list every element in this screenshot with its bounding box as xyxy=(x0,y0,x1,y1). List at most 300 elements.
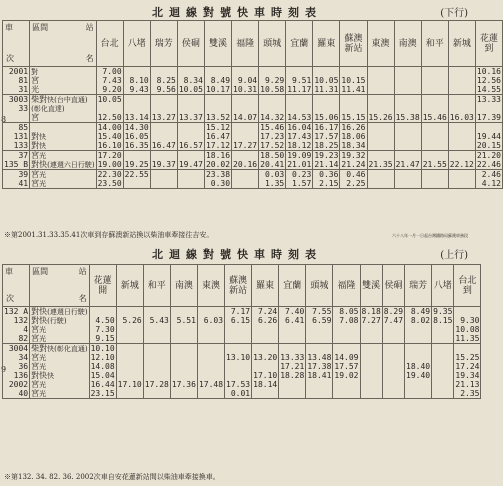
time-value: 16.03 xyxy=(449,113,474,122)
time-value: 10.17 xyxy=(205,85,231,94)
time-cell xyxy=(279,344,306,399)
down-title: 北迴線對號快車時刻表 xyxy=(152,6,322,19)
time-value: 17.24 xyxy=(455,362,480,371)
station-header: 瑞芳 xyxy=(405,265,432,307)
time-cell xyxy=(394,170,421,189)
time-value xyxy=(433,334,452,343)
time-cell xyxy=(313,123,340,151)
time-value: 8.18 xyxy=(361,307,381,316)
time-value: 17.23 xyxy=(260,132,285,141)
time-value xyxy=(396,85,420,94)
time-value: 11.17 xyxy=(287,85,312,94)
time-value: 16.44 xyxy=(90,380,115,389)
time-value: 18.14 xyxy=(253,380,278,389)
time-value: 16.05 xyxy=(124,132,149,141)
time-cell xyxy=(394,123,421,151)
train-type-cell xyxy=(30,344,89,399)
train-type: 對 xyxy=(31,132,40,141)
time-value xyxy=(287,104,311,113)
time-cell xyxy=(340,123,367,151)
time-cell xyxy=(340,151,367,170)
time-cell xyxy=(123,67,150,95)
time-value: 18.41 xyxy=(307,371,332,380)
time-cell xyxy=(116,344,143,399)
time-value: 5.43 xyxy=(149,316,169,325)
time-value: 19.00 xyxy=(97,160,122,169)
time-cell xyxy=(475,95,502,123)
time-value: 6.41 xyxy=(285,316,305,325)
time-cell xyxy=(177,123,204,151)
time-value: 17.57 xyxy=(314,132,339,141)
time-value: 13.14 xyxy=(124,113,149,122)
time-cell xyxy=(394,151,421,170)
time-cell xyxy=(170,307,197,344)
time-value xyxy=(118,353,142,362)
time-value xyxy=(406,380,430,389)
time-value xyxy=(226,371,250,380)
time-value xyxy=(206,67,230,76)
table-row xyxy=(3,95,503,123)
time-cell xyxy=(448,170,475,189)
time-value xyxy=(280,380,304,389)
train-number-cell xyxy=(3,95,30,123)
time-value: 19.23 xyxy=(314,151,339,160)
time-value: 6.26 xyxy=(257,316,278,325)
station-header: 福隆 xyxy=(333,265,360,307)
time-cell xyxy=(150,67,177,95)
train-number: 37 xyxy=(18,151,29,160)
time-cell xyxy=(177,151,204,170)
time-cell xyxy=(252,344,279,399)
time-value: 14.09 xyxy=(334,353,359,362)
time-value: 7.27 xyxy=(361,316,381,325)
time-value: 16.57 xyxy=(178,141,203,150)
time-value xyxy=(145,307,169,316)
time-value xyxy=(396,141,420,150)
time-cell xyxy=(313,151,340,170)
time-value: 15.06 xyxy=(314,113,339,122)
time-value: 4.12 xyxy=(481,179,501,188)
time-value xyxy=(362,371,381,380)
station-header: 花蓮 到 xyxy=(475,21,502,67)
down-table xyxy=(2,20,503,189)
time-value: 14.07 xyxy=(233,113,258,122)
corner-train: 車 次 xyxy=(3,21,30,67)
corner-train: 車 次 xyxy=(3,265,30,307)
time-value xyxy=(450,141,474,150)
time-cell xyxy=(177,67,204,95)
train-range: 快 xyxy=(39,142,47,150)
time-value xyxy=(145,389,169,398)
time-value xyxy=(253,362,277,371)
time-cell xyxy=(123,170,150,189)
train-range: 快(彰化直通) xyxy=(47,345,88,353)
time-value: 9.35 xyxy=(433,307,453,316)
time-value: 10.10 xyxy=(90,344,115,353)
time-value: 16.35 xyxy=(124,141,149,150)
page-number-top: 8 xyxy=(1,115,7,124)
time-value: 17.53 xyxy=(226,380,251,389)
time-value xyxy=(145,362,169,371)
time-value xyxy=(253,344,277,353)
time-value xyxy=(433,325,452,334)
time-value xyxy=(396,95,420,104)
time-cell xyxy=(225,344,252,399)
time-value: 18.28 xyxy=(280,371,305,380)
time-cell xyxy=(313,95,340,123)
train-number: 132 xyxy=(13,316,29,325)
time-value: 8.29 xyxy=(383,307,404,316)
time-value: 21.35 xyxy=(368,160,393,169)
time-cell xyxy=(333,307,360,344)
time-value: 10.08 xyxy=(455,325,480,334)
time-value: 18.40 xyxy=(406,362,431,371)
time-value: 7.40 xyxy=(285,307,305,316)
time-value: 19.09 xyxy=(287,151,312,160)
train-range: (連週六日行駛) xyxy=(47,161,95,169)
time-value: 10.58 xyxy=(260,85,285,94)
station-header: 侯硐 xyxy=(177,21,204,67)
time-cell xyxy=(382,307,404,344)
time-cell xyxy=(204,123,231,151)
time-value: 18.50 xyxy=(260,151,285,160)
time-value: 9.51 xyxy=(292,76,312,85)
time-value xyxy=(362,380,381,389)
time-value xyxy=(369,85,393,94)
time-value xyxy=(341,104,365,113)
time-value xyxy=(314,95,338,104)
time-value xyxy=(125,151,149,160)
time-value xyxy=(199,344,223,353)
time-cell xyxy=(394,95,421,123)
time-cell xyxy=(432,307,454,344)
time-value xyxy=(307,344,331,353)
time-value: 14.55 xyxy=(476,85,501,94)
time-value xyxy=(253,334,277,343)
time-value: 10.05 xyxy=(97,95,122,104)
time-value: 17.57 xyxy=(334,362,359,371)
time-value xyxy=(362,353,381,362)
time-cell xyxy=(421,151,448,170)
train-range: 光 xyxy=(39,390,47,398)
time-value: 23.15 xyxy=(90,389,115,398)
train-type-cell xyxy=(30,170,96,189)
time-value: 15.25 xyxy=(455,353,480,362)
station-header: 台北 xyxy=(96,21,123,67)
time-value: 9.30 xyxy=(460,316,480,325)
time-cell xyxy=(259,151,286,170)
time-value xyxy=(341,95,365,104)
train-range: 光 xyxy=(39,171,47,179)
time-value xyxy=(423,123,447,132)
time-value: 20.02 xyxy=(205,160,231,169)
down-note: ※第2001.31.33.35.41次車到存蘇澳新站換以柴油車牽接往吉安。 xyxy=(4,231,214,239)
time-value xyxy=(233,104,257,113)
train-type: 柴對 xyxy=(31,344,48,353)
time-value: 11.31 xyxy=(314,85,339,94)
station-header: 雙溪 xyxy=(204,21,231,67)
time-cell xyxy=(252,307,279,344)
station-header: 蘇澳新站 xyxy=(225,265,252,307)
time-cell xyxy=(150,123,177,151)
time-value xyxy=(362,325,381,334)
train-number: 34 xyxy=(18,353,29,362)
time-cell xyxy=(150,170,177,189)
time-value xyxy=(179,67,203,76)
time-value xyxy=(125,179,149,188)
time-value: 13.33 xyxy=(280,353,305,362)
time-value xyxy=(233,132,257,141)
time-cell xyxy=(204,151,231,170)
time-value xyxy=(314,67,338,76)
time-value xyxy=(450,123,474,132)
train-type: 宮 xyxy=(31,353,40,362)
time-value: 18.06 xyxy=(341,132,366,141)
time-value: 1.35 xyxy=(264,179,285,188)
time-value xyxy=(396,132,420,141)
time-value: 16.47 xyxy=(205,132,231,141)
time-value: 15.12 xyxy=(205,123,231,132)
time-value xyxy=(450,95,474,104)
time-value: 17.10 xyxy=(117,380,142,389)
time-value xyxy=(334,389,358,398)
time-value xyxy=(233,170,257,179)
time-value xyxy=(287,95,311,104)
time-value: 9.15 xyxy=(95,334,115,343)
time-cell xyxy=(170,344,197,399)
time-value xyxy=(199,353,223,362)
time-value: 19.25 xyxy=(124,160,149,169)
time-value: 22.55 xyxy=(124,170,149,179)
time-value: 17.36 xyxy=(171,380,196,389)
time-value: 22.46 xyxy=(476,160,501,169)
time-value: 6.03 xyxy=(203,316,224,325)
train-type: 宮 xyxy=(31,76,40,85)
time-value xyxy=(334,334,358,343)
train-number: 135 B xyxy=(4,160,29,169)
time-value: 13.27 xyxy=(151,113,176,122)
time-value: 14.30 xyxy=(124,123,149,132)
time-value xyxy=(152,151,176,160)
up-timetable xyxy=(0,244,480,486)
time-value xyxy=(233,151,257,160)
time-value: 0.03 xyxy=(264,170,285,179)
time-value xyxy=(226,334,250,343)
time-value xyxy=(179,123,203,132)
time-cell xyxy=(232,95,259,123)
time-cell xyxy=(197,344,224,399)
time-value: 6.59 xyxy=(312,316,332,325)
time-value xyxy=(118,371,142,380)
train-number: 131 xyxy=(13,132,29,141)
train-type: 宮 xyxy=(31,179,40,188)
train-number-cell xyxy=(3,151,30,170)
time-value: 19.02 xyxy=(334,371,359,380)
time-value xyxy=(341,67,365,76)
time-value: 0.30 xyxy=(210,179,231,188)
train-range: (彰化直達) xyxy=(31,105,65,113)
train-number: 132 A xyxy=(4,307,29,316)
train-type: 柴對 xyxy=(31,95,48,104)
time-value: 17.12 xyxy=(205,141,231,150)
time-cell xyxy=(448,151,475,170)
station-header: 雙溪 xyxy=(360,265,382,307)
time-value: 7.43 xyxy=(102,76,122,85)
train-type-cell xyxy=(30,67,96,95)
time-value: 10.05 xyxy=(314,76,339,85)
time-value: 16.10 xyxy=(97,141,122,150)
time-value xyxy=(118,344,142,353)
train-range: 快 xyxy=(39,133,47,141)
time-value: 19.40 xyxy=(406,371,431,380)
time-cell xyxy=(259,123,286,151)
time-cell xyxy=(150,151,177,170)
time-value xyxy=(172,362,196,371)
time-value xyxy=(384,353,403,362)
time-cell xyxy=(279,307,306,344)
time-value xyxy=(362,389,381,398)
time-value: 8.15 xyxy=(433,316,453,325)
time-value: 5.51 xyxy=(176,316,196,325)
time-value: 15.46 xyxy=(260,123,285,132)
time-value: 17.39 xyxy=(476,113,501,122)
time-value xyxy=(477,104,501,113)
time-value: 9.43 xyxy=(129,85,149,94)
time-value xyxy=(450,76,474,85)
station-header: 新城 xyxy=(448,21,475,67)
train-number: 41 xyxy=(18,179,29,188)
time-value: 23.50 xyxy=(97,179,122,188)
time-cell xyxy=(367,95,394,123)
time-cell xyxy=(150,95,177,123)
time-cell xyxy=(286,170,313,189)
time-cell xyxy=(333,344,360,399)
time-value: 7.08 xyxy=(339,316,359,325)
train-range: 光 xyxy=(39,180,47,188)
time-value xyxy=(433,389,452,398)
time-cell xyxy=(475,151,502,170)
time-value xyxy=(172,325,196,334)
time-value xyxy=(423,179,447,188)
time-value: 13.33 xyxy=(476,95,501,104)
time-cell xyxy=(313,170,340,189)
train-number: 2002 xyxy=(8,380,29,389)
train-number-cell xyxy=(3,67,30,95)
time-value xyxy=(450,104,474,113)
time-value xyxy=(384,344,403,353)
time-value: 8.05 xyxy=(339,307,359,316)
corner-station: 區間 站 名 xyxy=(30,21,96,67)
time-value: 15.38 xyxy=(395,113,420,122)
time-value xyxy=(450,151,474,160)
time-cell xyxy=(340,95,367,123)
time-cell xyxy=(177,95,204,123)
time-value xyxy=(152,132,176,141)
time-value xyxy=(384,380,403,389)
time-value: 17.28 xyxy=(144,380,169,389)
time-value: 21.47 xyxy=(395,160,420,169)
time-cell xyxy=(286,95,313,123)
train-range: 光 xyxy=(39,326,47,334)
station-header: 宜蘭 xyxy=(286,21,313,67)
time-value xyxy=(369,170,393,179)
time-cell xyxy=(259,67,286,95)
station-header: 羅東 xyxy=(252,265,279,307)
time-value xyxy=(455,307,479,316)
time-cell xyxy=(143,307,170,344)
time-cell xyxy=(232,151,259,170)
train-number: 36 xyxy=(18,362,29,371)
time-value: 18.12 xyxy=(287,141,312,150)
time-value xyxy=(423,104,447,113)
station-header: 蘇澳新站 xyxy=(340,21,367,67)
time-value: 17.48 xyxy=(198,380,224,389)
time-value xyxy=(423,95,447,104)
time-value xyxy=(307,334,331,343)
time-value: 19.44 xyxy=(476,132,501,141)
station-header: 台北 到 xyxy=(454,265,481,307)
time-value: 12.50 xyxy=(97,113,122,122)
time-value xyxy=(260,104,284,113)
time-value: 21.20 xyxy=(476,151,501,160)
table-row xyxy=(3,151,503,170)
up-direction: (上行) xyxy=(440,250,468,261)
time-cell xyxy=(340,67,367,95)
time-value xyxy=(199,362,223,371)
train-type: 宮 xyxy=(31,170,40,179)
time-value xyxy=(384,362,403,371)
time-value xyxy=(423,76,447,85)
train-number-cell xyxy=(3,344,30,399)
station-header: 福隆 xyxy=(232,21,259,67)
time-value xyxy=(362,362,381,371)
up-table xyxy=(2,264,481,399)
time-value: 0.23 xyxy=(292,170,312,179)
time-value: 14.00 xyxy=(97,123,122,132)
corner-station: 區間 站 名 xyxy=(30,265,89,307)
time-value: 12.56 xyxy=(476,76,501,85)
time-value: 17.27 xyxy=(233,141,258,150)
time-cell xyxy=(96,67,123,95)
train-range: 光 xyxy=(39,363,47,371)
train-number: 3003 xyxy=(8,95,29,104)
time-value xyxy=(152,104,176,113)
page-number-bottom: 9 xyxy=(1,365,7,374)
train-range: 對 xyxy=(31,68,39,76)
time-value xyxy=(369,104,393,113)
time-value: 15.26 xyxy=(368,113,393,122)
time-value: 9.56 xyxy=(156,85,176,94)
time-value: 15.04 xyxy=(90,371,115,380)
time-cell xyxy=(475,67,502,95)
train-number-cell xyxy=(3,307,30,344)
train-range: 快(台中直通) xyxy=(47,96,88,104)
time-cell xyxy=(259,170,286,189)
time-value: 7.55 xyxy=(312,307,332,316)
time-value xyxy=(172,344,196,353)
station-header: 新城 xyxy=(116,265,143,307)
time-cell xyxy=(432,344,454,399)
time-value: 2.35 xyxy=(460,389,480,398)
train-number: 39 xyxy=(18,170,29,179)
station-header: 頭城 xyxy=(306,265,333,307)
time-cell xyxy=(382,344,404,399)
time-value: 7.24 xyxy=(257,307,278,316)
time-value: 18.25 xyxy=(314,141,339,150)
time-value xyxy=(199,307,223,316)
station-header: 宜蘭 xyxy=(279,265,306,307)
time-cell xyxy=(123,123,150,151)
